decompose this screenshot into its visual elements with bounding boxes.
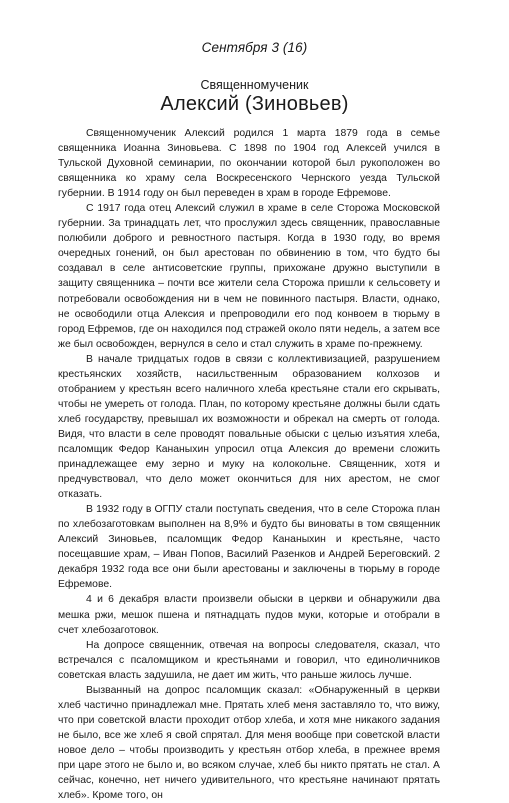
paragraph: С 1917 года отец Алексий служил в храме в селе Сторожа Московской губернии. За тринадцать лет, что прослужил здесь священник, православные полюбили доброго и ревностного пастыря. Когда в 1930 году, во время очередных гонений, он был арестован по обвинению в том, что будто бы создавал в селе антисоветские группы, прихожане дружно выступили в защиту священника – почти все жители села Сторожа пришли к сельсовету и потребовали освобождения ни в чем не повинного пастыря. Власти, однако, не освободили отца Алексия и препроводили его под конвоем в тюрьму в город Ефремов, где он находился под стражей около пяти недель, а затем все же был освобожден, вернулся в село и стал служить в храме по-прежнему. xyxy=(58,203,440,350)
paragraph: 4 и 6 декабря власти произвели обыски в церкви и обнаружили два мешка ржи, мешок пшена и пятнадцать пудов муки, которые и отобрали в счет хлебозаготовок. xyxy=(58,594,440,636)
biography-body xyxy=(58,126,440,803)
commemoration-date: Сентября 3 (16) xyxy=(201,40,308,55)
paragraph: В 1932 году в ОГПУ стали поступать сведения, что в селе Сторожа план по хлебозаготовкам выполнен на 8,9% и будто бы виноваты в том священник Алексий Зиновьев, псаломщик Федор Кананыхин и крестьяне, часто посещавшие храм, – Иван Попов, Василий Разенков и Андрей Береговский. 2 декабря 1932 года все они были арестованы и заключены в тюрьму в городе Ефремове. xyxy=(58,504,440,591)
saint-rank: Священномученик xyxy=(200,78,309,92)
saint-name-title: Алексий (Зиновьев) xyxy=(160,93,349,115)
paragraph: На допросе священник, отвечая на вопросы следователя, сказал, что встречался с псаломщиком и крестьянами и говорил, что единоличников советская власть задушила, не дает им жить, что раньше жилось лучше. xyxy=(58,639,440,681)
paragraph: Вызванный на допрос псаломщик сказал: «Обнаруженный в церкви хлеб частично принадлежал мне. Прятать хлеб меня заставляло то, что вижу, что при советской власти проходит отбор хлеба, и хотя мне никакого задания не было, все же хлеб я свой спрятал. Для меня вообще при советской власти новое дело – чтобы производить у крестьян отбор хлеба, в прежнее время при царе этого не было и, во всяком случае, хлеб бы никто прятать не стал. А сейчас, конечно, нет ничего удивительного, что крестьяне начинают прятать хлеб». Кроме того, он xyxy=(58,684,440,802)
paragraph: Священномученик Алексий родился 1 марта 1879 года в семье священника Иоанна Зиновьева. С 1898 по 1904 год Алексей учился в Тульской Духовной семинарии, по окончании которой был рукоположен во священника ко храму села Воскресенского Чернского уезда Тульской губернии. В 1914 году он был переведен в храм в городе Ефремове. xyxy=(58,128,440,200)
paragraph: В начале тридцатых годов в связи с коллективизацией, разрушением крестьянских хозяйств, насильственным образованием колхозов и отобранием у крестьян всего наличного хлеба крестьяне стали его скрывать, чтобы не умереть от голода. План, по которому крестьяне должны были сдать хлеб государству, превышал их возможности и обрекал на смерть от голода. Видя, что власти в селе проводят повальные обыски с целью изъятия хлеба, псаломщик Федор Кананыхин упросил отца Алексия до времени сложить принадлежащее ему зерно и муку на колокольне. Священник, хотя и предчувствовал, что дело может окончиться для них арестом, не смог отказать. xyxy=(58,353,440,501)
